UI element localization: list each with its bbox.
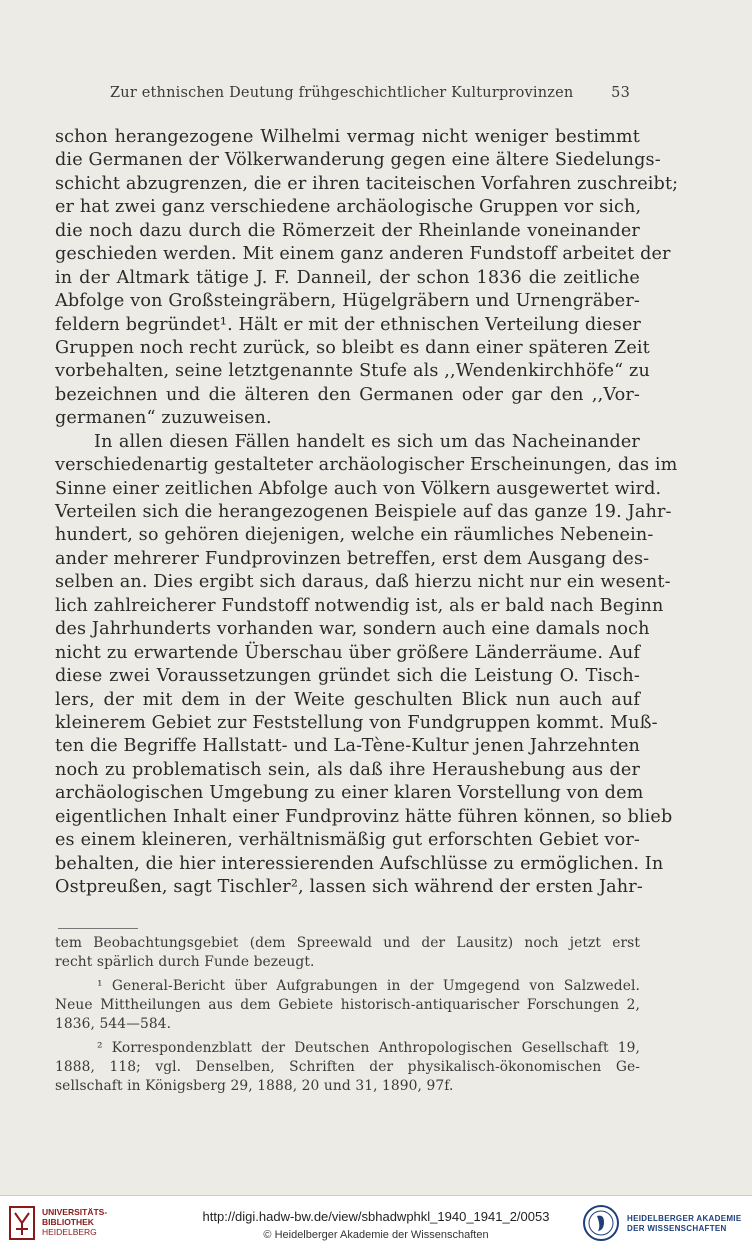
body-line: vorbehalten, seine letztgenannte Stufe als ,,Wendenkirchhöfe“ zu bbox=[55, 361, 650, 382]
body-line: noch zu problematisch sein, als daß ihre Heraushebung aus der bbox=[55, 759, 640, 780]
footnote-line: 1888, 118; vgl. Denselben, Schriften der physikalisch-ökonomischen Ge- bbox=[55, 1059, 640, 1075]
body-line: In allen diesen Fällen handelt es sich um das Nacheinander bbox=[94, 431, 640, 452]
footnote-2: ² Korrespondenzblatt der Deutschen Anthropologischen Gesellschaft 19, bbox=[97, 1040, 640, 1056]
footnote-line: 1836, 544—584. bbox=[55, 1016, 172, 1032]
footnote-line: tem Beobachtungsgebiet (dem Spreewald und der Lausitz) noch jetzt erst bbox=[55, 935, 640, 951]
body-line: archäologischen Umgebung zu einer klaren Vorstellung von dem bbox=[55, 783, 644, 804]
body-line: er hat zwei ganz verschiedene archäologische Gruppen vor sich, bbox=[55, 197, 642, 218]
body-line: ten die Begriffe Hallstatt- und La-Tène-Kultur jenen Jahrzehnten bbox=[55, 736, 641, 757]
body-text bbox=[55, 126, 679, 899]
body-line: die Germanen der Völkerwanderung gegen eine ältere Siedelungs- bbox=[55, 150, 661, 171]
body-line: schicht abzugrenzen, die er ihren taciteischen Vorfahren zuschreibt; bbox=[55, 173, 679, 194]
footnote-line: recht spärlich durch Funde bezeugt. bbox=[55, 954, 315, 970]
running-head-title: Zur ethnischen Deutung frühgeschichtlicher Kulturprovinzen bbox=[110, 85, 574, 101]
footnote-1: ¹ General-Bericht über Aufgrabungen in der Umgegend von Salzwedel. bbox=[97, 978, 640, 994]
body-line: Verteilen sich die herangezogenen Beispiele auf das ganze 19. Jahr- bbox=[55, 502, 672, 522]
footnotes bbox=[55, 934, 640, 1096]
academy-name: HEIDELBERGER AKADEMIE DER WISSENSCHAFTEN bbox=[627, 1214, 742, 1233]
body-line: ander mehrerer Fundprovinzen betreffen, erst dem Ausgang des- bbox=[55, 548, 650, 569]
copyright-notice: © Heidelberger Akademie der Wissenschaften bbox=[263, 1229, 489, 1241]
footnote-rule bbox=[58, 928, 138, 929]
page-number: 53 bbox=[611, 85, 630, 101]
academy-seal-icon bbox=[582, 1204, 620, 1242]
body-line: verschiedenartig gestalteter archäologischer Erscheinungen, das im bbox=[55, 455, 678, 476]
body-line: feldern begründet¹. Hält er mit der ethnischen Verteilung dieser bbox=[55, 314, 641, 335]
body-line: selben an. Dies ergibt sich daraus, daß hierzu nicht nur ein wesent- bbox=[55, 572, 671, 593]
footnote-line: sellschaft in Königsberg 29, 1888, 20 und 31, 1890, 97f. bbox=[55, 1078, 454, 1094]
body-line: behalten, die hier interessierenden Aufschlüsse zu ermöglichen. In bbox=[55, 853, 664, 874]
body-line: germanen“ zuzuweisen. bbox=[55, 408, 272, 429]
body-line: Ostpreußen, sagt Tischler², lassen sich während der ersten Jahr- bbox=[55, 877, 643, 897]
body-line: kleinerem Gebiet zur Feststellung von Fundgruppen kommt. Muß- bbox=[55, 712, 658, 733]
body-line: lich zahlreicherer Fundstoff notwendig ist, als er bald nach Beginn bbox=[55, 595, 664, 616]
permalink-url[interactable]: http://digi.hadw-bw.de/view/sbhadwphkl_1940_1941_2/0053 bbox=[202, 1209, 550, 1224]
body-line: Sinne einer zeitlichen Abfolge auch von Völkern ausgewertet wird. bbox=[55, 478, 662, 499]
body-line: eigentlichen Inhalt einer Fundprovinz hätte führen können, so blieb bbox=[55, 806, 673, 827]
body-line: bezeichnen und die älteren den Germanen oder gar den ,,Vor- bbox=[55, 384, 640, 405]
body-line: diese zwei Voraussetzungen gründet sich die Leistung O. Tisch- bbox=[55, 666, 640, 687]
body-line: in der Altmark tätige J. F. Danneil, der schon 1836 die zeitliche bbox=[55, 267, 640, 288]
library-name: UNIVERSITÄTS- BIBLIOTHEK HEIDELBERG bbox=[42, 1207, 108, 1237]
body-line: des Jahrhunderts vorhanden war, sondern auch eine damals noch bbox=[55, 619, 650, 640]
body-line: geschieden werden. Mit einem ganz anderen Fundstoff arbeitet der bbox=[55, 244, 671, 265]
body-line: lers, der mit dem in der Weite geschulten Blick nun auch auf bbox=[55, 689, 640, 710]
body-line: nicht zu erwartende Überschau über größere Länderräume. Auf bbox=[55, 642, 640, 663]
body-line: es einem kleineren, verhältnismäßig gut erforschten Gebiet vor- bbox=[55, 830, 640, 851]
viewer-footer bbox=[0, 1195, 752, 1251]
body-line: Abfolge von Großsteingräbern, Hügelgräbern und Urnengräber- bbox=[55, 291, 640, 312]
footnote-line: Neue Mittheilungen aus dem Gebiete historisch-antiquarischer Forschungen 2, bbox=[55, 997, 640, 1013]
body-line: die noch dazu durch die Römerzeit der Rheinlande voneinander bbox=[55, 220, 640, 241]
body-line: schon herangezogene Wilhelmi vermag nicht weniger bestimmt bbox=[55, 127, 640, 147]
body-line: Gruppen noch recht zurück, so bleibt es dann einer späteren Zeit bbox=[55, 337, 650, 358]
body-line: hundert, so gehören diejenigen, welche ein räumliches Nebenein- bbox=[55, 525, 654, 546]
